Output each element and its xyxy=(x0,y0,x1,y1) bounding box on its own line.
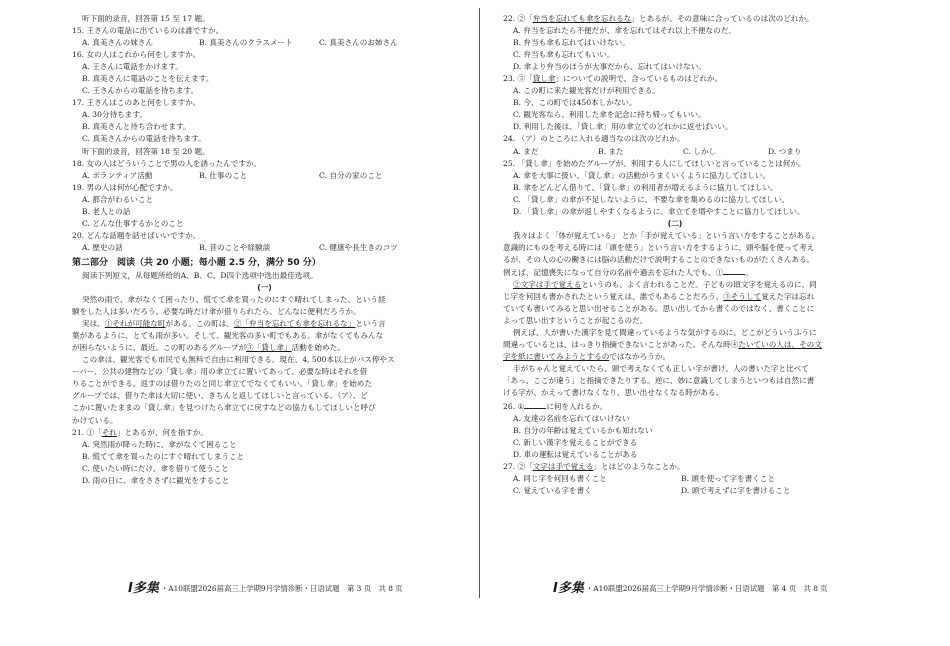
q20-stem: 20. どんな話題を話せばいいですか。 xyxy=(72,230,201,240)
passage1-title: (一) xyxy=(257,282,272,292)
answer-blank xyxy=(723,266,745,275)
underline-1: ①それが可能な町 xyxy=(104,319,166,329)
pd-line-1: 手がちゃんと覚えていたら、頭で考えなくても正しい字が書け、人の書いた字と比べて xyxy=(513,364,809,374)
q19-option-b[interactable]: B. 老人との話 xyxy=(82,206,131,216)
q23-option-b[interactable]: B. 今、この町では450本しかない。 xyxy=(513,98,637,108)
q16-option-a[interactable]: A. 王さんに電話をかけます。 xyxy=(82,62,183,72)
left-footer xyxy=(128,583,403,595)
q27-option-d[interactable]: D. 頭で考えずに字を書けること xyxy=(681,485,791,495)
q26-stem: 26. ① に何を入れるか。 xyxy=(503,401,608,411)
q26-option-d[interactable]: D. 車の運転は覚えていることがある xyxy=(513,449,638,459)
q26-option-a[interactable]: A. 友達の名前を忘れてはいけない xyxy=(513,413,630,423)
left-page xyxy=(72,13,457,487)
q23-option-a[interactable]: A. この町に来た観光客だけが利用できる。 xyxy=(513,86,660,96)
pc-line-1: 例えば、人が書いた漢字を見て間違っているような気がするのに、どこがどういうふうに xyxy=(513,328,817,338)
page-divider xyxy=(479,8,480,598)
q24-options xyxy=(503,146,847,158)
q20-option-c[interactable]: C. 健康や長生きのコツ xyxy=(319,242,398,252)
q25-option-a[interactable]: A. 傘を大事に扱い、「貸し傘」の活動がうまくいくように協力してほしい。 xyxy=(513,170,771,180)
pc-line-2: 間違っているとは、はっきり指摘できないことがあった。そんな時④たいていの人は、その文 xyxy=(503,340,822,350)
q24-option-a[interactable]: A. まだ xyxy=(513,146,539,156)
q16-option-c[interactable]: C. 王さんからの電話を待ちます。 xyxy=(82,86,199,96)
q23-stem: 23. ③「貸し傘」についての説明で、合っているものはどれか。 xyxy=(503,74,723,84)
q16-option-b[interactable]: B. 真美さんに電話のことを伝えます。 xyxy=(82,74,214,84)
q22-option-b[interactable]: B. 弁当も傘も忘れてはいけない。 xyxy=(513,38,630,48)
q19-stem: 19. 男の人は何が心配ですか。 xyxy=(72,182,178,192)
q17-stem: 17. 王さんはこのあと何をしますか。 xyxy=(72,98,201,108)
pa-line-1: 我々はよく「体が覚えている」 とか「手が覚えている」という言い方をすることがある。 xyxy=(513,230,820,240)
q27-stem: 27. ②「文字は手で覚える」とはどのようなことか。 xyxy=(503,461,685,471)
q19-option-a[interactable]: A. 都合がわるいこと xyxy=(82,194,154,204)
q26-option-c[interactable]: C. 新しい漢字を覚えることができる xyxy=(513,437,638,447)
listening-intro-1: 听下面的录音，回答第 15 至 17 题。 xyxy=(82,14,210,23)
right-footer-text: ・A10联盟2026届高三上学期9月学情诊断・日语试题 第 4 页 共 8 页 xyxy=(585,584,828,593)
q15-stem: 15. 王さんの電話に出ているのは誰ですか。 xyxy=(72,26,224,36)
passage2-title: (二) xyxy=(667,218,683,228)
q15-options xyxy=(72,37,457,49)
p3-line-3: りることができる。返すのは借りたのと同じ傘立てでなくてもいい。「貸し傘」を始めた xyxy=(72,379,372,389)
pa-line-2: 意識的にものを考える時には「頭を使う」という言い方をするように、頭や脳を使って考え xyxy=(503,242,815,252)
q23-option-c[interactable]: C. 観光客なら、利用した傘を記念に持ち帰ってもいい。 xyxy=(513,110,706,120)
q15-option-b[interactable]: B. 真美さんのクラスメート xyxy=(199,38,293,48)
pb-line-2: じ字を何回も書かされたという覚えは、誰でもあることだろう。③そうして覚えた字は忘れ xyxy=(503,292,815,302)
pc-line-3: 字を紙に書いてみようとするのではなかろうか。 xyxy=(503,352,671,362)
q26-option-b[interactable]: B. 自分の年齢は覚えているかも知れない xyxy=(513,425,653,435)
q23-option-d[interactable]: D. 利用した後は、「貸し傘」用の傘立てのどれかに返せばいい。 xyxy=(513,122,733,132)
p1-line-2: 験をした人は多いだろう。必要な時だけ傘が借りられたら、どんなに便利だろうか。 xyxy=(72,307,361,317)
p2-line-1: 実は、①それが可能な町がある。この町は、②「弁当を忘れても傘を忘れるな」という言 xyxy=(82,319,386,329)
pd-line-2: 「あっ、ここが違う」と指摘できたりする。逆に、妙に意識してしまうといつもは自然に書 xyxy=(503,376,815,386)
q16-stem: 16. 女の人はこれから何をしますか。 xyxy=(72,50,201,60)
q21-option-b[interactable]: B. 慌てて傘を買ったのにすぐ晴れてしまうこと xyxy=(82,451,245,461)
q22-option-c[interactable]: C. 弁当も傘も忘れてもいい。 xyxy=(513,50,615,60)
underline-2: ②「弁当を忘れても傘を忘れるな」 xyxy=(233,319,356,329)
p3-line-1: この傘は、観光客でも市民でも無料で自由に利用できる。現在、4, 500本以上がバス停やス xyxy=(82,355,395,365)
q25-option-d[interactable]: D. 「貸し傘」の傘が返しやすくなるように、傘立てを増やすことに協力してほしい。 xyxy=(513,206,805,216)
q24-option-d[interactable]: D. つまり xyxy=(768,146,802,156)
p3-line-6: かけている。 xyxy=(72,415,118,425)
q27-option-c[interactable]: C. 覚えている字を書く xyxy=(513,485,592,495)
pa-line-4: 例えば、記憶喪失になって自分の名前や過去を忘れた人でも、① 。 xyxy=(503,267,753,277)
q24-stem: 24. （ア）のところに入れる適当なのは次のどれか。 xyxy=(503,134,685,144)
q20-option-b[interactable]: B. 昔のことや経験談 xyxy=(199,242,271,252)
right-page xyxy=(503,13,847,497)
q25-option-c[interactable]: C. 「貸し傘」の傘が不足しないように、不要な傘を集めるのに協力してほしい。 xyxy=(513,194,790,204)
q21-option-c[interactable]: C. 使いたい時にだけ、傘を借りて使うこと xyxy=(82,463,229,473)
q15-option-a[interactable]: A. 真美さんの妹さん xyxy=(82,38,154,48)
p1-line-1: 突然の雨で、傘がなくて困ったり、慌てて傘を買ったのにすぐ晴れてしまった、という経 xyxy=(82,295,386,305)
q19-option-c[interactable]: C. どんな仕事するかとのこと xyxy=(82,218,184,228)
part2-heading: 第二部分 阅读（共 20 小题；每小题 2.5 分，满分 50 分） xyxy=(72,257,321,268)
q25-option-b[interactable]: B. 傘をどんどん借りて、「貸し傘」の利用者が増えるように協力してほしい。 xyxy=(513,182,778,192)
p3-line-5: こかに置いたままの「貸し傘」を見つけたら傘立てに戻すなどの協力もしてほしいと呼び xyxy=(72,403,376,413)
q25-stem: 25. 「貸し傘」を始めたグループが、利用する人にしてほしいと言っていることは何か。 xyxy=(503,158,806,168)
q27-option-a[interactable]: A. 同じ字を何回も書くこと xyxy=(513,473,607,483)
q17-option-c[interactable]: C. 真美さんからの電話を待ちます。 xyxy=(82,134,206,144)
q21-stem: 21. ①「それ」とあるが、何を指すか。 xyxy=(72,427,208,437)
q24-option-b[interactable]: B. また xyxy=(598,146,624,156)
part2-instructions: 阅读下列短文，从每题所给的A、B、C、D四个选项中选出最佳选项。 xyxy=(82,270,318,280)
q22-option-d[interactable]: D. 傘より弁当のほうが大事だから、忘れてはいけない。 xyxy=(513,62,706,72)
q27-options-row1 xyxy=(503,473,847,485)
q21-option-a[interactable]: A. 突然雨が降った時に、傘がなくて困ること xyxy=(82,439,237,449)
pb-line-3: ていても書いてみると思い出せることがある。思い出してから書くのではなく、書くことに xyxy=(503,304,815,314)
logo-icon: I多集 xyxy=(553,581,584,596)
pd-line-3: ける字が、かえって書けなくなり、思い出せなくなる時がある。 xyxy=(503,388,724,398)
q22-stem: 22. ②「弁当を忘れても傘を忘れるな」とあるが、その意味に合っているのは次のどれか。 xyxy=(503,14,814,23)
q15-option-c[interactable]: C. 真美さんのお姉さん xyxy=(319,38,398,48)
q18-options xyxy=(72,170,457,182)
logo-icon: I多集 xyxy=(128,581,159,596)
q18-stem: 18. 女の人はどういうことで男の人を誘ったんですか。 xyxy=(72,158,262,168)
p3-line-4: グループでは、借りた傘は大切に使い、きちんと返してほしいと言っている。（ア）、ど xyxy=(72,391,368,401)
pa-line-3: るが、その人の心の働きには脳の活動だけで説明することのできないものがたくさんある。 xyxy=(503,254,815,264)
right-footer xyxy=(553,583,828,595)
left-footer-text: ・A10联盟2026届高三上学期9月学情诊断・日语试题 第 3 页 共 8 页 xyxy=(160,584,403,593)
q18-option-b[interactable]: B. 仕事のこと xyxy=(199,170,248,180)
p3-line-2: ーパー、公共の建物などの「貸し傘」用の傘立てに置いてあって、必要な時はそれを借 xyxy=(72,367,368,377)
q22-option-a[interactable]: A. 弁当を忘れたら不便だが、傘を忘れてはそれ以上不便なのだ。 xyxy=(513,26,736,36)
q18-option-c[interactable]: C. 自分の家のこと xyxy=(319,170,383,180)
q27-option-b[interactable]: B. 頭を使って字を書くこと xyxy=(681,473,775,483)
q17-option-b[interactable]: B. 真美さんと待ち合わせます。 xyxy=(82,122,191,132)
answer-blank xyxy=(524,400,546,409)
pb-line-4: よって思い出すということが起こるのだ。 xyxy=(503,316,648,326)
q24-option-c[interactable]: C. しかし xyxy=(683,146,717,156)
listening-intro-2: 听下面的录音，回答第 18 至 20 题。 xyxy=(82,146,210,156)
q18-option-a[interactable]: A. ボランティア活動 xyxy=(82,170,153,180)
p2-line-3: が困らないように、最近、この町のあるグループが③「貸し傘」活動を始めた。 xyxy=(72,343,345,353)
p2-line-2: 葉があるように、とても雨が多い。そして、観光客の多い町でもある。傘がなくてもみんな xyxy=(72,331,384,341)
q21-option-d[interactable]: D. 雨の日に、傘をささずに観光をすること xyxy=(82,475,230,485)
underline-3: ③「貸し傘」 xyxy=(246,343,292,353)
q17-option-a[interactable]: A. 30分待ちます。 xyxy=(82,110,147,120)
pb-line-1: ②文字は手で覚えるというのも、よく言われることだ。子どもの頃文字を覚えるのに、同 xyxy=(513,280,817,290)
q20-option-a[interactable]: A. 歴史の話 xyxy=(82,242,123,252)
q20-options xyxy=(72,242,457,254)
q27-options-row2 xyxy=(503,485,847,497)
